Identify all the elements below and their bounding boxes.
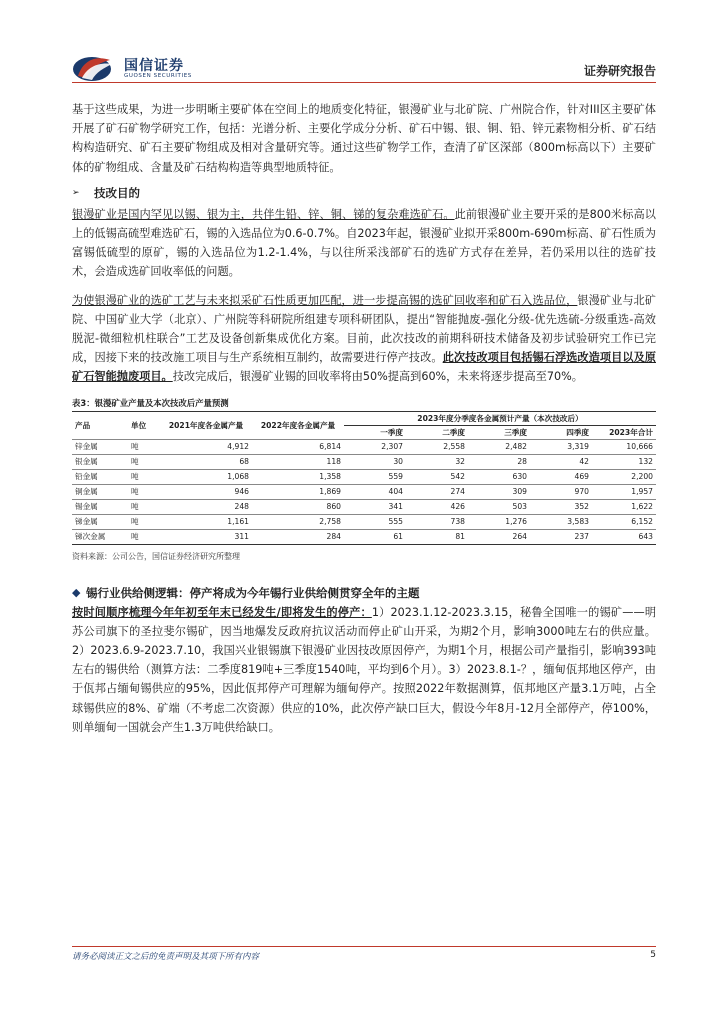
table-cell: 锌金属 — [72, 439, 128, 454]
underlined-key-sentence: 银漫矿业是国内罕见以锡、银为主，共伴生铅、锌、铜、锑的复杂难选矿石。 — [72, 207, 455, 221]
table-cell: 吨 — [128, 484, 160, 499]
column-header: 四季度 — [530, 425, 592, 439]
table-cell: 630 — [468, 469, 530, 484]
table-cell: 284 — [252, 529, 344, 544]
underlined-key-sentence: 为使银漫矿业的选矿工艺与未来拟采矿石性质更加匹配，进一步提高锡的选矿回收率和矿石入选品位， — [72, 293, 578, 307]
main-content — [72, 100, 656, 737]
footer-divider — [72, 946, 656, 947]
header-divider — [72, 82, 656, 83]
column-header: 2023年合计 — [592, 425, 656, 439]
table-cell: 1,276 — [468, 514, 530, 529]
table-cell: 28 — [468, 454, 530, 469]
table-cell: 264 — [468, 529, 530, 544]
column-header: 二季度 — [406, 425, 468, 439]
table-cell: 2,758 — [252, 514, 344, 529]
table-cell: 341 — [344, 499, 406, 514]
table-cell: 404 — [344, 484, 406, 499]
table-cell: 61 — [344, 529, 406, 544]
table-cell: 吨 — [128, 439, 160, 454]
disclaimer-note: 请务必阅读正文之后的免责声明及其项下所有内容 — [72, 952, 260, 962]
table-row — [72, 529, 656, 544]
table-cell: 555 — [344, 514, 406, 529]
table-caption: 表3：银漫矿业产量及本次技改后产量预测 — [72, 397, 229, 408]
table-cell: 6,152 — [592, 514, 656, 529]
subheading-upgrade-purpose — [72, 183, 656, 203]
paragraph-ore-description — [72, 205, 656, 282]
table-cell: 946 — [160, 484, 252, 499]
table-cell: 311 — [160, 529, 252, 544]
table-cell: 1,358 — [252, 469, 344, 484]
table-cell: 970 — [530, 484, 592, 499]
table-row — [72, 484, 656, 499]
page-number: 5 — [650, 950, 656, 960]
table-cell: 643 — [592, 529, 656, 544]
table-row — [72, 454, 656, 469]
table-cell: 吨 — [128, 499, 160, 514]
table-cell: 1,957 — [592, 484, 656, 499]
table-body — [72, 439, 656, 544]
table-cell: 吨 — [128, 454, 160, 469]
table-cell: 1,622 — [592, 499, 656, 514]
table-row — [72, 439, 656, 454]
table-cell: 860 — [252, 499, 344, 514]
column-header: 单位 — [131, 420, 147, 430]
paragraph-mineralogy: 基于这些成果，为进一步明晰主要矿体在空间上的地质变化特征，银漫矿业与北矿院、广州院合作，针对III区主要矿体开展了矿石矿物学研究工作，包括：光谱分析、主要化学成分分析、矿石中锡、银、铜、铅、锌元素物相分析、矿石结构构造研究、矿石主要矿物组成及相对含量研究等。通过这些矿物学工作，查清了矿区深部（800m标高以下）主要矿体的矿物组成、含量及矿石结构构造等典型地质特征。 — [72, 103, 656, 174]
section-heading-text: 锡行业供给侧逻辑：停产将成为今年锡行业供给侧贯穿全年的主题 — [86, 585, 420, 600]
table-cell: 2,558 — [406, 439, 468, 454]
table-cell: 352 — [530, 499, 592, 514]
table-cell: 锡金属 — [72, 499, 128, 514]
diamond-bullet-icon: ◆ — [72, 586, 81, 600]
table-cell: 738 — [406, 514, 468, 529]
table-cell: 1,068 — [160, 469, 252, 484]
table-cell: 2,200 — [592, 469, 656, 484]
table-cell: 248 — [160, 499, 252, 514]
table-cell: 3,319 — [530, 439, 592, 454]
table-cell: 锑次金属 — [72, 529, 128, 544]
logo-english-name: GUOSEN SECURITIES — [124, 73, 192, 79]
column-header: 三季度 — [468, 425, 530, 439]
table-cell: 542 — [406, 469, 468, 484]
table-cell: 1,869 — [252, 484, 344, 499]
table-cell: 铅金属 — [72, 469, 128, 484]
table-cell: 3,583 — [530, 514, 592, 529]
table-cell: 1,161 — [160, 514, 252, 529]
page-header — [0, 0, 724, 84]
table-cell: 309 — [468, 484, 530, 499]
table-cell: 274 — [406, 484, 468, 499]
paragraph-text: 银漫矿业与北矿院、中国矿业大学（北京）、广州院等科研院所组建专项科研团队，提出“智能抛废-强化分级-优先选硫-分级重选-高效脱泥-微细粒机柱联合”工艺及设备创新集成优化方案。目前，此次技改的前期科研技术储备及初步试验研究工作已完成，因接下来的技改施工项目与生产系统相互制约，故需要进行停产技改。 — [72, 293, 656, 365]
table-cell: 426 — [406, 499, 468, 514]
report-type-title: 证券研究报告 — [583, 64, 656, 78]
table-cell: 559 — [344, 469, 406, 484]
subheading-text: 技改目的 — [94, 185, 140, 200]
table-cell: 铜金属 — [72, 484, 128, 499]
table-cell: 6,814 — [252, 439, 344, 454]
paragraph-text: 技改完成后，银漫矿业锡的回收率将由50%提高到60%，未来将逐步提高至70%。 — [172, 370, 583, 384]
column-header: 产品 — [75, 420, 91, 430]
table-cell: 10,666 — [592, 439, 656, 454]
table-source-note: 资料来源：公司公告，国信证券经济研究所整理 — [72, 551, 240, 561]
table-cell: 469 — [530, 469, 592, 484]
production-table — [72, 411, 656, 545]
column-header: 2021年度各金属产量 — [168, 420, 244, 430]
bold-key-sentence: 按时间顺序梳理今年年初至年末已经发生/即将发生的停产： — [72, 605, 372, 619]
table-cell: 32 — [406, 454, 468, 469]
table-cell: 吨 — [128, 529, 160, 544]
table-cell: 吨 — [128, 514, 160, 529]
table-cell: 81 — [406, 529, 468, 544]
table-cell: 吨 — [128, 469, 160, 484]
column-header: 一季度 — [344, 425, 406, 439]
section-heading — [72, 583, 656, 603]
column-header: 2022年度各金属产量 — [260, 420, 336, 430]
guosen-logo-icon — [72, 52, 114, 82]
arrow-bullet-icon: ➢ — [72, 187, 80, 198]
table-cell: 4,912 — [160, 439, 252, 454]
table-cell: 118 — [252, 454, 344, 469]
logo-chinese-name: 国信证券 — [124, 58, 184, 74]
bold-key-sentence: 此次技改项目包括锡石浮选改造项目以及原矿石智能抛废项目。 — [72, 351, 656, 384]
table-cell: 30 — [344, 454, 406, 469]
table-cell: 2,482 — [468, 439, 530, 454]
table-row — [72, 469, 656, 484]
table-cell: 68 — [160, 454, 252, 469]
table-cell: 503 — [468, 499, 530, 514]
table-cell: 银金属 — [72, 454, 128, 469]
table-cell: 2,307 — [344, 439, 406, 454]
group-column-header: 2023年度分季度各金属预计产量（本次技改后） — [417, 413, 583, 423]
table-row — [72, 499, 656, 514]
table-row — [72, 514, 656, 529]
paragraph-supply-disruptions — [72, 603, 656, 737]
table-cell: 237 — [530, 529, 592, 544]
paragraph-text: 此前银漫矿业主要开采的是800米标高以上的低锡高硫型难选矿石，锡的入选品位为0.6-0.7%。自2023年起，银漫矿业拟开采800m-690m标高、矿石性质为富锡低硫型的原矿，锡的入选品位为1.2-1.4%，与以往所采浅部矿石的选矿方式存在差异，若仍采用以往的选矿技术，会造成选矿回收率低的问题。 — [72, 207, 656, 279]
table-cell: 132 — [592, 454, 656, 469]
guosen-logo — [72, 52, 222, 86]
table-cell: 42 — [530, 454, 592, 469]
table-cell: 锑金属 — [72, 514, 128, 529]
paragraph-text: 1）2023.1.12-2023.3.15，秘鲁全国唯一的锡矿——明苏公司旗下的圣拉斐尔锡矿，因当地爆发反政府抗议活动而停止矿山开采，为期2个月，影响3000吨左右的供应量。2）2023.6.9-2023.7.10，我国兴业银锡旗下银漫矿业因技改原因停产，为期1个月，根据公司产量指引，影响393吨左右的锡供给（测算方法：二季度819吨+三季度1540吨，平均到6个月）。3）2023.8.1-？，缅甸佤邦地区停产，由于佤邦占缅甸锡供应的95%，因此佤邦停产可理解为缅甸停产。按照2022年数据测算，佤邦地区产量3.1万吨，占全球锡供应的8%、矿端（不考虑二次资源）供应的10%，此次停产缺口巨大，假设今年8月-12月全部停产，停100%，则单缅甸一国就会产生1.3万吨供给缺口。 — [72, 605, 657, 734]
paragraph-upgrade-plan — [72, 291, 656, 387]
